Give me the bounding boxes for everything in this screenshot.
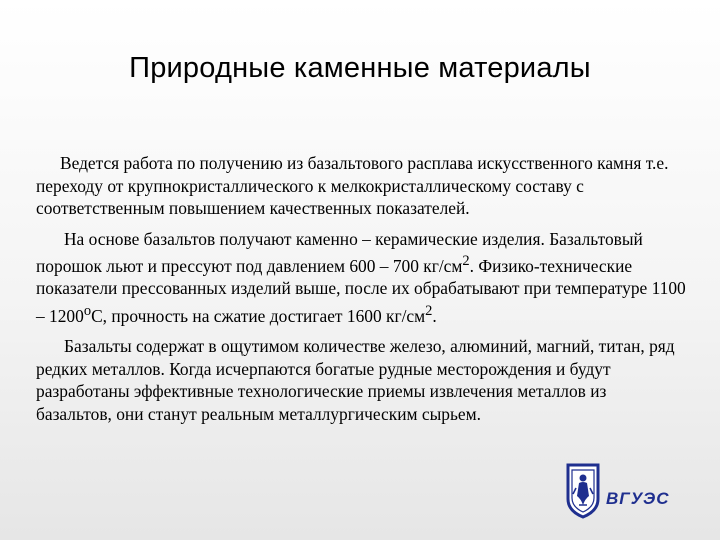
superscript: 2 — [425, 302, 433, 319]
superscript: o — [83, 302, 92, 319]
paragraph-basalt-ceramics — [36, 228, 686, 328]
paragraph-text: С, прочность на сжатие достигает 1600 кг/см — [91, 305, 426, 326]
university-emblem-icon — [565, 461, 601, 519]
slide-title: Природные каменные материалы — [129, 52, 591, 84]
paragraph-text: На основе базальтов получают каменно – керамические изделия. Базальтовый порошок льют и прессуют под давлением 600 – 700 кг/см — [36, 228, 643, 276]
paragraph-text: . Физико-технические показатели прессованных изделий выше, после их обрабатывают при температуре 1100 – 1200 — [36, 255, 686, 326]
superscript: 2 — [462, 253, 470, 269]
paragraph-basalt-artificial-stone: Ведется работа по получению из базальтового расплава искусственного камня т.е. переходу от крупнокристаллического к мелкокристаллическому составу с соответственным повышением качественных показателей. — [36, 153, 669, 218]
slide-body — [36, 152, 686, 433]
university-logo — [565, 461, 685, 519]
paragraph-basalt-metals: Базальты содержат в ощутимом количестве железо, алюминий, магний, титан, ряд редких металлов. Когда исчерпаются богатые рудные месторождения и будут разработаны эффективные технологические приемы извлечения металлов из базальтов, они станут реальным металлургическим сырьем. — [36, 336, 675, 424]
university-logo-text: ВГУЭС — [606, 489, 670, 508]
paragraph-text: . — [432, 305, 437, 326]
